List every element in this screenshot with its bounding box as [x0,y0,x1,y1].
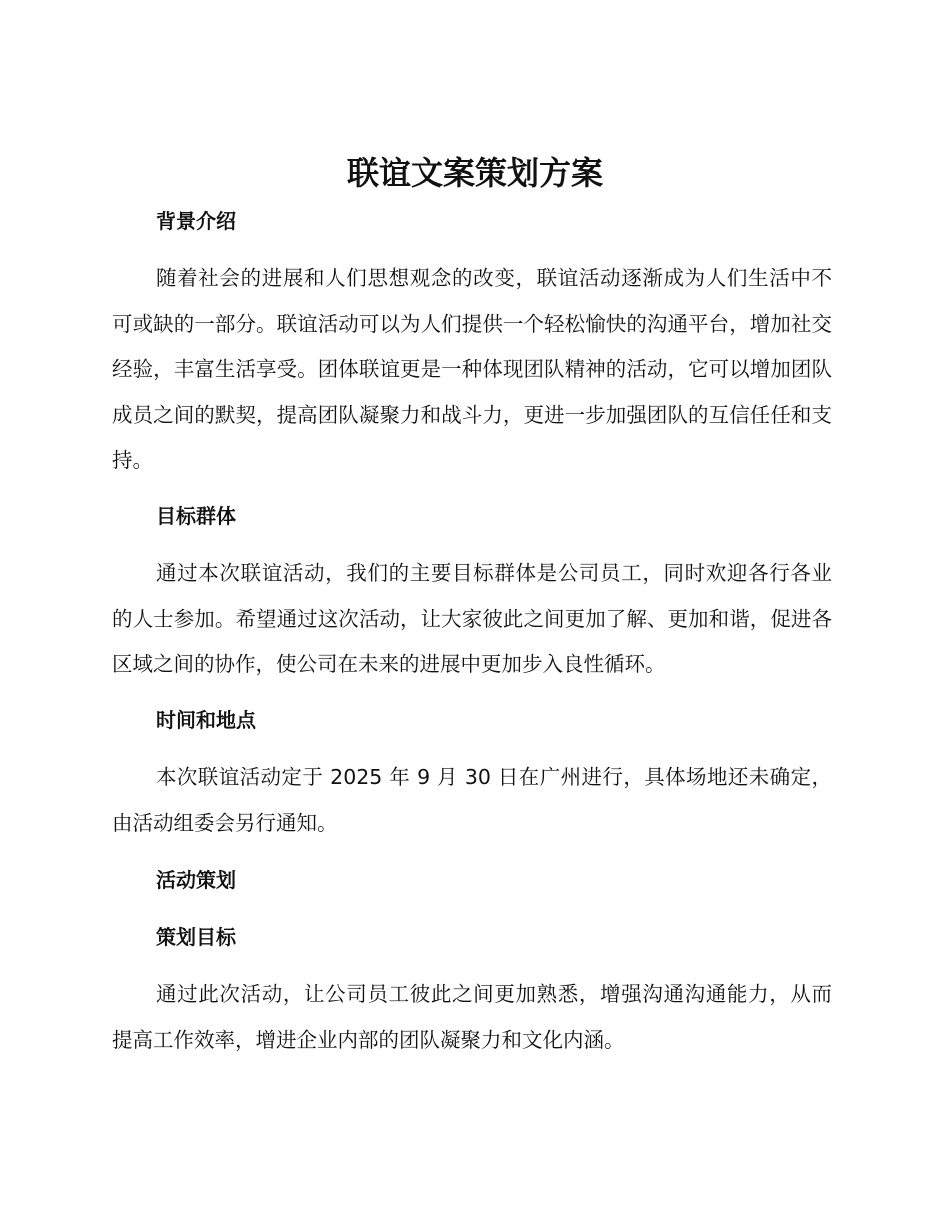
section-heading-activity-plan: 活动策划 [156,868,236,892]
section-heading-target-group: 目标群体 [156,504,236,528]
section-heading-plan-goal: 策划目标 [156,925,236,949]
section-heading-background: 背景介绍 [156,209,236,233]
section-paragraph-time-place: 本次联谊活动定于 2025 年 9 月 30 日在广州进行，具体场地还未确定，由活动组委会另行通知。 [112,765,832,835]
section-paragraph-background: 随着社会的进展和人们思想观念的改变，联谊活动逐渐成为人们生活中不可或缺的一部分。联谊活动可以为人们提供一个轻松愉快的沟通平台，增加社交经验，丰富生活享受。团体联谊更是一种体现团队精神的活动，它可以增加团队成员之间的默契，提高团队凝聚力和战斗力，更进一步加强团队的互信任任和支持。 [112,266,832,472]
section-heading-time-place: 时间和地点 [156,708,256,732]
document-title: 联谊文案策划方案 [346,154,603,192]
section-paragraph-plan-goal: 通过此次活动，让公司员工彼此之间更加熟悉，增强沟通沟通能力，从而提高工作效率，增进企业内部的团队凝聚力和文化内涵。 [112,982,832,1052]
section-paragraph-target-group: 通过本次联谊活动，我们的主要目标群体是公司员工，同时欢迎各行各业的人士参加。希望通过这次活动，让大家彼此之间更加了解、更加和谐，促进各区域之间的协作，使公司在未来的进展中更加步入良性循环。 [112,561,832,676]
